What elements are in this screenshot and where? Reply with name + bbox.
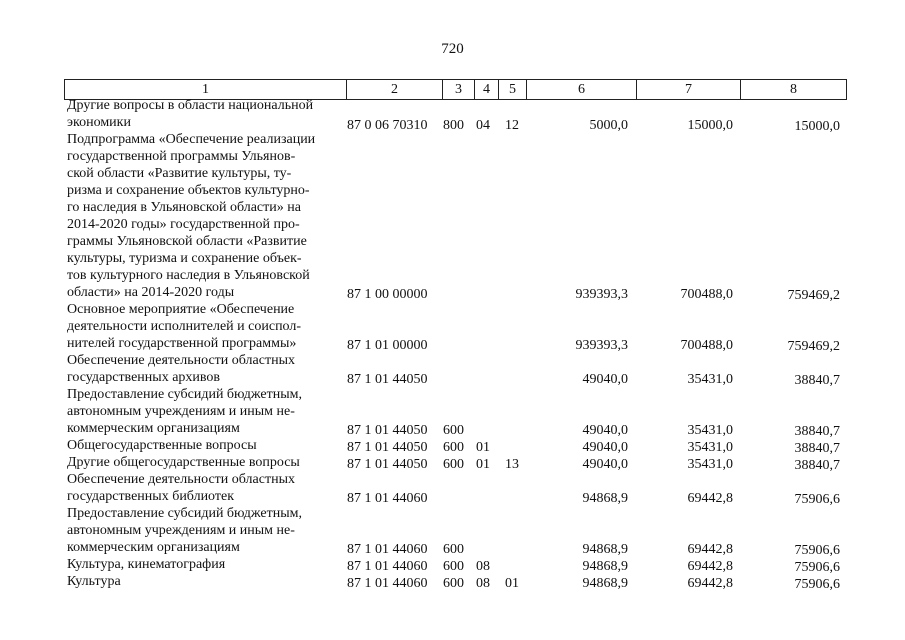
row-name-line: государственных библиотек — [67, 489, 235, 504]
row-code: 87 1 01 00000 — [347, 338, 428, 353]
row-col-7: 700488,0 — [680, 338, 733, 353]
row-name-line: Другие общегосударственные вопросы — [67, 455, 300, 470]
header-col-6: 6 — [527, 80, 637, 99]
row-col-4: 01 — [476, 457, 490, 472]
row-col-6: 94868,9 — [582, 576, 628, 591]
row-code: 87 0 06 70310 — [347, 118, 428, 133]
row-name-line: Общегосударственные вопросы — [67, 438, 257, 453]
row-col-7: 69442,8 — [687, 559, 733, 574]
row-col-7: 35431,0 — [687, 440, 733, 455]
header-col-8: 8 — [790, 82, 797, 97]
row-name-line: Культура — [67, 574, 121, 589]
row-name-line: граммы Ульяновской области «Развитие — [67, 234, 307, 249]
header-col-3: 3 — [443, 80, 475, 99]
row-name-line: Культура, кинематография — [67, 557, 226, 572]
row-col-8: 38840,7 — [794, 441, 840, 456]
header-col-2: 2 — [347, 80, 443, 99]
row-code: 87 1 01 44060 — [347, 559, 428, 574]
row-name-line: Предоставление субсидий бюджетным, — [67, 387, 303, 402]
row-name-line: автономным учреждениям и иным не- — [67, 404, 295, 419]
row-col-6: 49040,0 — [582, 440, 628, 455]
row-col-7: 35431,0 — [687, 372, 733, 387]
header-col-1: 1 — [65, 80, 347, 99]
row-col-8: 75906,6 — [794, 560, 840, 575]
row-code: 87 1 01 44050 — [347, 372, 428, 387]
row-col-6: 939393,3 — [575, 338, 628, 353]
row-name-line: Обеспечение деятельности областных — [67, 472, 295, 487]
row-col-5: 01 — [505, 576, 519, 591]
row-col-8: 38840,7 — [794, 424, 840, 439]
row-code: 87 1 01 44060 — [347, 542, 428, 557]
row-name-line: государственной программы Ульянов- — [67, 149, 296, 164]
header-col-4: 4 — [475, 80, 499, 99]
row-col-7: 69442,8 — [687, 542, 733, 557]
header-col-5: 5 — [499, 80, 527, 99]
row-col-8: 75906,6 — [794, 492, 840, 507]
row-col-3: 600 — [443, 423, 464, 438]
page-number: 720 — [441, 41, 464, 57]
row-name-line: автономным учреждениям и иным не- — [67, 523, 295, 538]
row-name-line: Предоставление субсидий бюджетным, — [67, 506, 303, 521]
row-name-line: экономики — [67, 115, 131, 130]
row-col-8: 759469,2 — [787, 339, 840, 354]
row-code: 87 1 01 44050 — [347, 457, 428, 472]
row-col-7: 35431,0 — [687, 457, 733, 472]
row-col-6: 49040,0 — [582, 457, 628, 472]
row-col-4: 04 — [476, 118, 490, 133]
row-col-3: 600 — [443, 542, 464, 557]
row-name-line: тов культурного наследия в Ульяновской — [67, 268, 310, 283]
row-col-8: 759469,2 — [787, 288, 840, 303]
row-col-6: 939393,3 — [575, 287, 628, 302]
row-col-3: 600 — [443, 457, 464, 472]
row-name-line: Другие вопросы в области национальной — [67, 98, 314, 113]
row-name-line: нителей государственной программы» — [67, 336, 297, 351]
row-code: 87 1 01 44050 — [347, 423, 428, 438]
row-col-6: 94868,9 — [582, 542, 628, 557]
row-col-6: 94868,9 — [582, 559, 628, 574]
header-col-7: 7 — [637, 80, 741, 99]
row-col-8: 38840,7 — [794, 373, 840, 388]
row-name-line: го наследия в Ульяновской области» на — [67, 200, 301, 215]
row-col-8: 75906,6 — [794, 543, 840, 558]
row-col-4: 08 — [476, 559, 490, 574]
row-name-line: Подпрограмма «Обеспечение реализации — [67, 132, 316, 147]
row-col-3: 600 — [443, 576, 464, 591]
row-col-5: 13 — [505, 457, 519, 472]
row-col-7: 69442,8 — [687, 491, 733, 506]
row-col-8: 38840,7 — [794, 458, 840, 473]
row-col-3: 800 — [443, 118, 464, 133]
row-code: 87 1 01 44060 — [347, 491, 428, 506]
row-col-4: 01 — [476, 440, 490, 455]
row-name-line: культуры, туризма и сохранение объек- — [67, 251, 302, 266]
row-col-6: 49040,0 — [582, 423, 628, 438]
row-code: 87 1 01 44050 — [347, 440, 428, 455]
row-name-line: ской области «Развитие культуры, ту- — [67, 166, 292, 181]
row-name-line: коммерческим организациям — [67, 540, 240, 555]
row-col-7: 35431,0 — [687, 423, 733, 438]
row-name-line: ризма и сохранение объектов культурно- — [67, 183, 310, 198]
row-name-line: государственных архивов — [67, 370, 221, 385]
row-code: 87 1 01 44060 — [347, 576, 428, 591]
row-col-8: 15000,0 — [794, 119, 840, 134]
row-col-3: 600 — [443, 559, 464, 574]
row-col-8: 75906,6 — [794, 577, 840, 592]
row-code: 87 1 00 00000 — [347, 287, 428, 302]
row-col-7: 15000,0 — [687, 118, 733, 133]
row-name-line: Обеспечение деятельности областных — [67, 353, 295, 368]
row-col-6: 94868,9 — [582, 491, 628, 506]
row-name-line: области» на 2014-2020 годы — [67, 285, 235, 300]
row-col-5: 12 — [505, 118, 519, 133]
row-name-line: Основное мероприятие «Обеспечение — [67, 302, 295, 317]
row-name-line: 2014-2020 годы» государственной про- — [67, 217, 300, 232]
row-col-3: 600 — [443, 440, 464, 455]
row-col-6: 5000,0 — [589, 118, 628, 133]
row-col-4: 08 — [476, 576, 490, 591]
row-col-7: 700488,0 — [680, 287, 733, 302]
row-col-7: 69442,8 — [687, 576, 733, 591]
row-name-line: деятельности исполнителей и соиспол- — [67, 319, 302, 334]
row-name-line: коммерческим организациям — [67, 421, 240, 436]
row-col-6: 49040,0 — [582, 372, 628, 387]
